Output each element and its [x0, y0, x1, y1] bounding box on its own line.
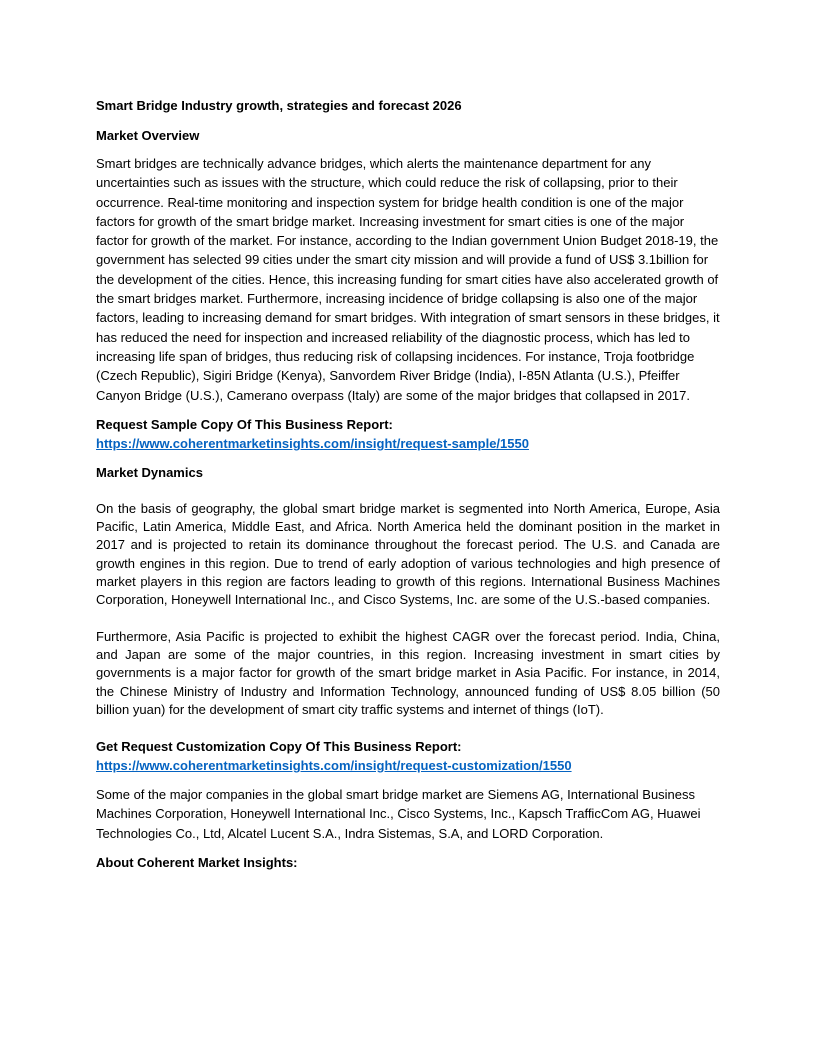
market-overview-paragraph: Smart bridges are technically advance bridges, which alerts the maintenance department for any uncertainties such as issues with the structure, which could reduce the risk of collapsing, prior to their occurrence. Real-time monitoring and inspection system for bridge health condition is one of the major factors for growth of the smart bridge market. Increasing investment for smart cities is one of the major factor for growth of the market. For instance, according to the Indian government Union Budget 2018-19, the government has selected 99 cities under the smart city mission and will provide a fund of US$ 3.1billion for the development of the cities. Hence, this increasing funding for smart cities have also accelerated growth of the smart bridges market. Furthermore, increasing incidence of bridge collapsing is also one of the major factors, leading to increasing demand for smart bridges. With integration of smart sensors in these bridges, it has reduced the need for inspection and increased reliability of the diagnostic process, which has led to increasing life span of bridges, thus reducing risk of collapsing incidences. For instance, Troja footbridge (Czech Republic), Sigiri Bridge (Kenya), Sanvordem River Bridge (India), I-85N Atlanta (U.S.), Pfeiffer Canyon Bridge (U.S.), Camerano overpass (Italy) are some of the major bridges that collapsed in 2017. — [96, 156, 720, 403]
document-page — [96, 96, 720, 881]
document-title: Smart Bridge Industry growth, strategies and forecast 2026 — [96, 98, 462, 113]
market-dynamics-heading: Market Dynamics — [96, 464, 203, 480]
about-heading: About Coherent Market Insights: — [96, 855, 298, 871]
market-dynamics-paragraph-2: Furthermore, Asia Pacific is projected to exhibit the highest CAGR over the forecast period. India, China, and Japan are some of the major countries, in this region. Increasing investment in smart cities by governments is a major factor for growth of the smart bridge market in Asia Pacific. For instance, in 2014, the Chinese Ministry of Industry and Information Technology, announced funding of US$ 8.05 billion (50 billion yuan) for the development of smart city traffic systems and internet of things (IoT). — [96, 628, 720, 717]
companies-paragraph: Some of the major companies in the global smart bridge market are Siemens AG, International Business Machines Corporation, Honeywell International Inc., Cisco Systems, Inc., Kapsch TrafficCom AG, Huawei Technologies Co., Ltd, Alcatel Lucent S.A., Indra Sistemas, S.A, and LORD Corporation. — [96, 787, 701, 841]
customization-request-block — [96, 737, 720, 775]
customization-request-label: Get Request Customization Copy Of This Business Report: — [96, 739, 462, 755]
customization-request-link[interactable]: https://www.coherentmarketinsights.com/insight/request-customization/1550 — [96, 758, 572, 774]
market-overview-heading: Market Overview — [96, 128, 200, 143]
sample-request-block — [96, 415, 720, 453]
sample-request-label: Request Sample Copy Of This Business Report: — [96, 416, 393, 432]
market-dynamics-paragraph-1: On the basis of geography, the global smart bridge market is segmented into North America, Europe, Asia Pacific, Latin America, Middle East, and Africa. North America held the dominant position in the market in 2017 and is projected to retain its dominance throughout the forecast period. The U.S. and Canada are growth engines in this region. Due to trend of early adoption of various technologies and high presence of market players in this region are factors leading to growth of this regions. International Business Machines Corporation, Honeywell International Inc., and Cisco Systems, Inc. are some of the U.S.-based companies. — [96, 500, 720, 608]
sample-request-link[interactable]: https://www.coherentmarketinsights.com/insight/request-sample/1550 — [96, 435, 529, 451]
